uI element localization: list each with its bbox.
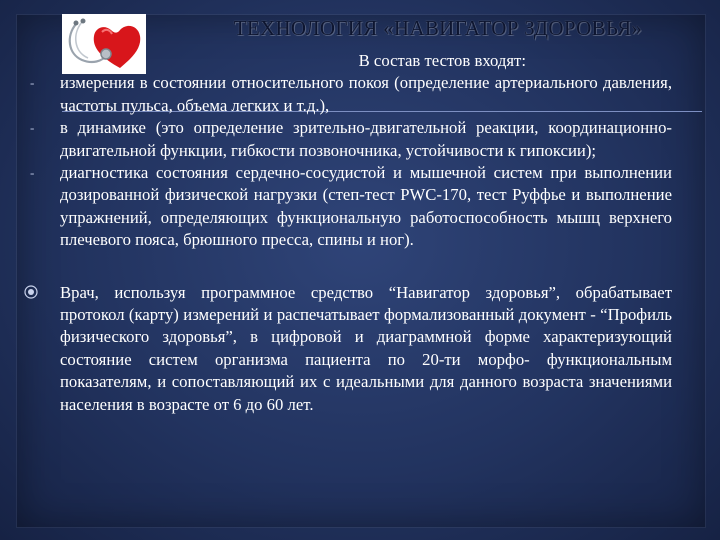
tests-intro: В состав тестов входят: [358,51,526,70]
slide-title: ТЕХНОЛОГИЯ «НАВИГАТОР ЗДОРОВЬЯ» [233,16,643,40]
dash-bullet-icon: - [30,75,35,91]
slide-content [30,50,672,416]
bullet-text: диагностика состояния сердечно-сосудистой и мышечной систем при выполнении дозированной физической нагрузки (степ-тест PWC-170, тест Руффье и выполнение упражнений, определяющих функциональную работоспособность мышц верхнего плечевого пояса, брюшного пресса, спины и ног). [60,163,672,250]
dash-bullet-icon: - [30,120,35,136]
bullet-text: в динамике (это определение зрительно-двигательной реакции, координационно-двигательной функции, гибкости позвоночника, устойчивости к гипоксии); [60,118,672,160]
dash-bullet-icon: - [30,165,35,181]
bullet-item [30,72,672,117]
paragraph-text: Врач, используя программное средство “Навигатор здоровья”, обрабатывает протокол (карту) измерений и распечатывает формализованный документ - “Профиль физического здоровья”, в цифровой и диаграммной форме характеризующий состояние систем организма пациента по 20-ти морфо- функциональным показателям, и сопоставляющий их с идеальными для данного возраста значениями населения в возрасте от 6 до 60 лет. [60,282,672,414]
doctor-paragraph [60,282,672,416]
circled-dot-bullet-icon [24,285,38,299]
bullet-item [30,117,672,162]
bullet-item [30,162,672,252]
bullet-text: измерения в состоянии относительного покоя (определение артериального давления, частоты пульса, объема легких и т.д.), [60,73,672,115]
